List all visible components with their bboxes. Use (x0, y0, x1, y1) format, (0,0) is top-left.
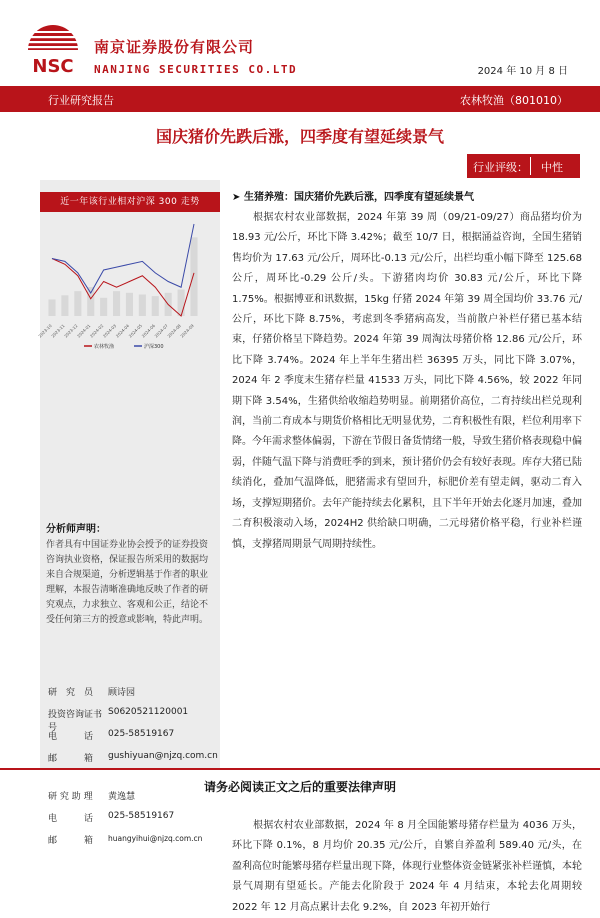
volume-bar (74, 291, 81, 316)
series-line (52, 259, 194, 317)
industry-code: 农林牧渔（801010） (460, 94, 568, 107)
analyst-key: 邮 箱 (48, 754, 94, 764)
volume-bar (48, 299, 55, 316)
rating-value: 中性 (541, 161, 563, 174)
svg-text:NSC: NSC (32, 56, 74, 77)
x-tick-label: 2024-04 (114, 323, 131, 339)
volume-bar (100, 298, 107, 316)
footer (0, 764, 600, 800)
series-line (52, 224, 194, 293)
x-tick-label: 2024-05 (127, 323, 144, 339)
report-title: 国庆猪价先跌后涨，四季度有望延续景气 (155, 127, 444, 146)
rating-label: 行业评级： (473, 161, 528, 174)
x-tick-label: 2024-06 (140, 323, 156, 339)
section-heading: ➤ 生猪养殖：国庆猪价先跌后涨，四季度有望延续景气 (232, 192, 474, 203)
company-name-en: NANJING SECURITIES CO.LTD (94, 63, 298, 76)
legal-notice[interactable]: 请务必阅读正文之后的重要法律声明 (203, 780, 396, 794)
x-tick-label: 2023-10 (37, 323, 53, 339)
disclaimer-title: 分析师声明： (46, 524, 106, 535)
chart-title: 近一年该行业相对沪深 300 走势 (40, 192, 220, 212)
x-tick-label: 2024-09 (179, 323, 195, 339)
industry-rating (467, 154, 580, 178)
x-tick-label: 2024-08 (166, 323, 182, 339)
relative-performance-chart (37, 216, 216, 518)
x-tick-label: 2024-01 (76, 323, 92, 339)
volume-bar (139, 294, 146, 316)
report-type: 行业研究报告 (48, 94, 114, 107)
analyst-email[interactable]: gushiyuan@njzq.com.cn (108, 751, 218, 761)
legend-label: 农林牧渔 (94, 344, 115, 350)
chart-svg (37, 216, 216, 356)
analyst-key: 研 究 助 理 (48, 792, 93, 802)
arrow-bullet-icon: ➤ (232, 192, 241, 203)
analyst-value: 黄逸慧 (108, 792, 136, 802)
analyst-value: 025-58519167 (108, 729, 175, 739)
x-tick-label: 2024-02 (88, 323, 105, 339)
analyst-key: 电 话 (48, 732, 94, 742)
volume-bar (190, 237, 197, 316)
analyst-key: 研 究 员 (48, 688, 94, 698)
analyst-value: 顾诗园 (108, 688, 136, 698)
x-tick-label: 2024-03 (101, 323, 118, 339)
analyst-value: 025-58519167 (108, 811, 175, 821)
analyst-email[interactable]: huangyihui@njzq.com.cn (108, 834, 203, 843)
analyst-value: S0620521120001 (108, 707, 189, 717)
volume-bar (87, 287, 94, 316)
footer-divider (0, 768, 600, 770)
rating-divider (530, 157, 531, 175)
x-tick-label: 2023-11 (50, 323, 66, 339)
x-tick-label: 2023-12 (63, 323, 79, 339)
analyst-key: 邮 箱 (48, 836, 94, 846)
volume-bar (126, 293, 133, 316)
nsc-logo-icon (24, 22, 82, 80)
x-tick-label: 2024-07 (153, 323, 169, 339)
disclaimer-text: 作者具有中国证券业协会授予的证券投资咨询执业资格，保证报告所采用的数据均来自合规渠道，分析逻辑基于作者的职业理解，本报告清晰准确地反映了作者的研究观点，力求独立、客观和公正，结论不受任何第三方的授意或影响，特此声明。 (46, 540, 209, 625)
report-header (0, 0, 600, 82)
volume-bar (178, 290, 185, 316)
sidebar (37, 180, 220, 846)
report-type-bar (0, 86, 600, 112)
volume-bar (113, 291, 120, 316)
legend-label: 沪深300 (144, 344, 164, 350)
report-date: 2024 年 10 月 8 日 (477, 66, 568, 77)
analyst-key: 电 话 (48, 814, 94, 824)
volume-bar (152, 296, 159, 316)
body-paragraph-1: 根据农村农业部数据，2024 年第 39 周（09/21-09/27）商品猪均价为 18.93 元/公斤，环比下降 3.42%；截至 10/7 日，根据涌益咨询，全国生猪销售均价为 17.63 元/公斤，周环比-0.13 元/公斤，出栏均重小幅下降至 125.68 公斤，周环比-0.29 公斤/头。下游猪肉均价 30.83 元/公斤，环比下降 1.75%。根据博亚和讯数据，15kg 仔猪 2024 年第 39 周全国均价 33.76 元/公斤，环比下降 8.75%，考虑到冬季猪病高发，当前散户补栏仔猪已基本结束，仔猪价格呈下降趋势。2024 年第 39 周淘汰母猪价格 12.86 元/公斤，环比下降 3.74%。2024 年上半年生猪出栏 36395 万头，同比下降 3.07%，2024 年 2 季度末生猪存栏量 41533 万头，同比下降 4.56%，较 2022 年同期下降 3.54%，生猪供给收缩趋势明显。前期猪价高位，二育持续出栏兑现利润，当前二育成本与期货价格相比无明显优势，二育积极性有限，栏位利用率下降。今年需求整体偏弱，下游在节假日备货情绪一般，导致生猪价格表现稳中偏弱，伴随气温下降与消费旺季的到来，预计猪价仍会有较好表现。库存大猪已陆续消化，叠加气温降低，肥猪需求有望回升，标肥价差有望走阔，驱动二育入场，支撑短期猪价。去年产能持续去化累积，且下半年开始去化逐月加速，叠加二育积极滚动入场，2024H2 供给缺口明确，二元母猪价格平稳，行业补栏谨慎，支撑猪周期景气周期持续性。 (232, 212, 582, 550)
analyst-key: 投资咨询证书号 (48, 710, 103, 733)
body-paragraph-2: 根据农村农业部数据，2024 年 8 月全国能繁母猪存栏量为 4036 万头，环比下降 0.1%，8 月均价 20.35 元/公斤，自繁自养盈利 589.40 元/头，在盈利高位时能繁母猪存栏量出现下降，体现行业整体资金链紧张补栏谨慎，本轮景气周期有望延长。产能去化阶段于 2024 年 4 月结束，本轮去化周期较 2022 年 12 月高点累计去化 9.2%，自 2023 年初开始行 (232, 820, 582, 913)
volume-bar (61, 295, 68, 316)
company-name-cn: 南京证券股份有限公司 (94, 38, 255, 56)
